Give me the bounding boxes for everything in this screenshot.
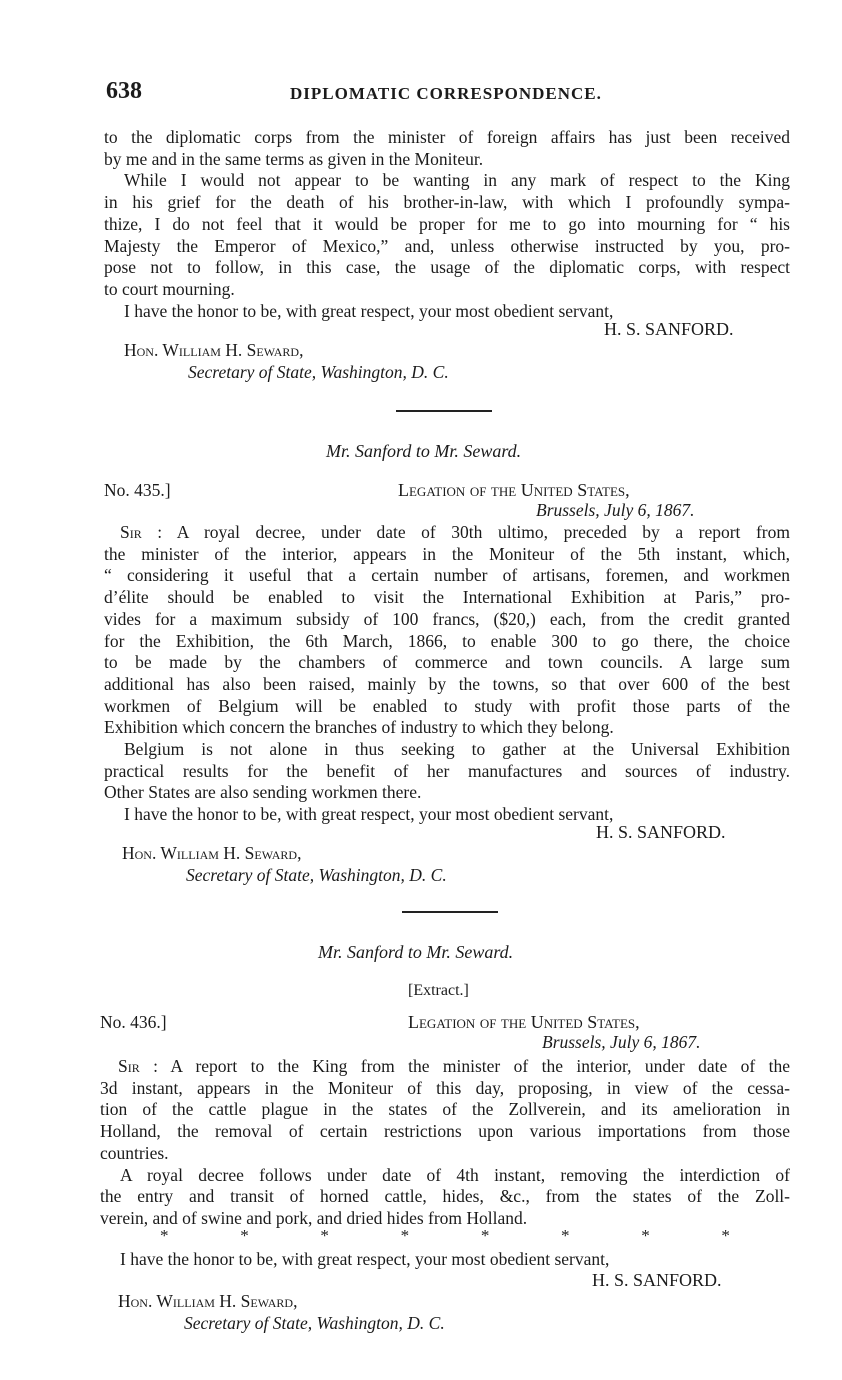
legation-line: Legation of the United States, bbox=[408, 1012, 640, 1032]
closing-line: I have the honor to be, with great respect, your most obedient servant, bbox=[124, 804, 614, 825]
signature: H. S. SANFORD. bbox=[596, 822, 726, 842]
paragraph-line: to court mourning. bbox=[104, 278, 235, 299]
extract-label: [Extract.] bbox=[408, 982, 469, 999]
dateline: Brussels, July 6, 1867. bbox=[536, 500, 695, 520]
letter2-body bbox=[104, 522, 790, 826]
paragraph-line: pose not to follow, in this case, the usage of the diplomatic corps, with respect bbox=[104, 257, 790, 278]
salutation: Sir : bbox=[118, 1056, 158, 1076]
paragraph-line: “ considering it useful that a certain number of artisans, foremen, and workmen bbox=[104, 565, 790, 586]
paragraph-line: d’élite should be enabled to visit the International Exhibition at Paris,” pro- bbox=[104, 587, 790, 608]
star: * bbox=[400, 1226, 410, 1245]
ellipsis-stars bbox=[160, 1226, 730, 1246]
paragraph-line: Belgium is not alone in thus seeking to gather at the Universal Exhibition bbox=[124, 739, 790, 760]
paragraph-text: A report to the King from the minister of the interior, under date of the bbox=[170, 1056, 790, 1076]
paragraph-line: practical results for the benefit of her manufactures and sources of industry. bbox=[104, 760, 790, 781]
paragraph-line: tion of the cattle plague in the states of the Zollverein, and its amelioration in bbox=[100, 1099, 790, 1120]
addressee-title: Secretary of State, Washington, D. C. bbox=[186, 865, 447, 885]
star: * bbox=[561, 1226, 570, 1245]
dateline: Brussels, July 6, 1867. bbox=[542, 1032, 701, 1052]
paragraph-line: 3d instant, appears in the Moniteur of this day, proposing, in view of the cessa- bbox=[100, 1077, 790, 1098]
paragraph-line: thize, I do not feel that it would be proper for me to go into mourning for “ his bbox=[104, 213, 790, 234]
paragraph-line: workmen of Belgium will be enabled to study with profit those parts of the bbox=[104, 695, 790, 716]
running-title: DIPLOMATIC CORRESPONDENCE. bbox=[290, 84, 602, 103]
salutation: Sir : bbox=[120, 522, 163, 542]
star: * bbox=[240, 1226, 249, 1245]
star: * bbox=[320, 1226, 329, 1245]
paragraph-line: Other States are also sending workmen there. bbox=[104, 782, 422, 803]
paragraph-line bbox=[104, 522, 790, 544]
paragraph-line: vides for a maximum subsidy of 100 francs, ($20,) each, from the credit granted bbox=[104, 608, 790, 629]
paragraph-line: Holland, the removal of certain restrictions upon various importations from those bbox=[100, 1121, 790, 1142]
addressee: Hon. William H. Seward, bbox=[118, 1291, 298, 1311]
paragraph-line: the minister of the interior, appears in the Moniteur of the 5th instant, which, bbox=[104, 543, 790, 564]
letter-heading: Mr. Sanford to Mr. Seward. bbox=[318, 942, 514, 962]
paragraph-line: verein, and of swine and pork, and dried hides from Holland. bbox=[100, 1207, 528, 1228]
legation-line: Legation of the United States, bbox=[398, 480, 630, 500]
page-number: 638 bbox=[106, 78, 142, 104]
letter-heading: Mr. Sanford to Mr. Seward. bbox=[326, 441, 522, 461]
paragraph-line: countries. bbox=[100, 1142, 169, 1163]
despatch-number: No. 436.] bbox=[100, 1012, 167, 1032]
letter1-body bbox=[104, 127, 790, 322]
addressee-title: Secretary of State, Washington, D. C. bbox=[188, 362, 449, 382]
closing-line: I have the honor to be, with great respect, your most obedient servant, bbox=[124, 300, 614, 321]
paragraph-text: A royal decree, under date of 30th ultimo, preceded by a report from bbox=[176, 522, 790, 542]
signature: H. S. SANFORD. bbox=[592, 1270, 722, 1290]
addressee-title: Secretary of State, Washington, D. C. bbox=[184, 1313, 445, 1333]
star: * bbox=[480, 1226, 490, 1245]
paragraph-line: A royal decree follows under date of 4th instant, removing the interdiction of bbox=[120, 1164, 790, 1185]
paragraph-line: While I would not appear to be wanting in any mark of respect to the King bbox=[124, 170, 790, 191]
star: * bbox=[641, 1226, 650, 1245]
addressee: Hon. William H. Seward, bbox=[122, 843, 302, 863]
paragraph-line bbox=[100, 1056, 790, 1078]
addressee: Hon. William H. Seward, bbox=[124, 340, 304, 360]
star: * bbox=[160, 1226, 169, 1245]
paragraph-line: Exhibition which concern the branches of industry to which they belong. bbox=[104, 717, 614, 738]
signature: H. S. SANFORD. bbox=[604, 319, 734, 339]
section-divider bbox=[396, 410, 492, 412]
closing-line: I have the honor to be, with great respect, your most obedient servant, bbox=[120, 1249, 610, 1269]
paragraph-line: Majesty the Emperor of Mexico,” and, unless otherwise instructed by you, pro- bbox=[104, 235, 790, 256]
paragraph-line: for the Exhibition, the 6th March, 1866, to enable 300 to go there, the choice bbox=[104, 630, 790, 651]
letter3-body bbox=[100, 1056, 790, 1230]
paragraph-line: by me and in the same terms as given in the Moniteur. bbox=[104, 148, 484, 169]
paragraph-line: the entry and transit of horned cattle, hides, &c., from the states of the Zoll- bbox=[100, 1186, 790, 1207]
section-divider bbox=[402, 911, 498, 913]
despatch-number: No. 435.] bbox=[104, 480, 171, 500]
paragraph-line: to the diplomatic corps from the minister of foreign affairs has just been received bbox=[104, 127, 790, 147]
paragraph-line: in his grief for the death of his brother-in-law, with which I profoundly sympa- bbox=[104, 192, 790, 213]
paragraph-line: additional has also been raised, mainly by the towns, so that over 600 of the best bbox=[104, 673, 790, 694]
paragraph-line: to be made by the chambers of commerce and town councils. A large sum bbox=[104, 652, 790, 673]
star: * bbox=[721, 1226, 730, 1245]
